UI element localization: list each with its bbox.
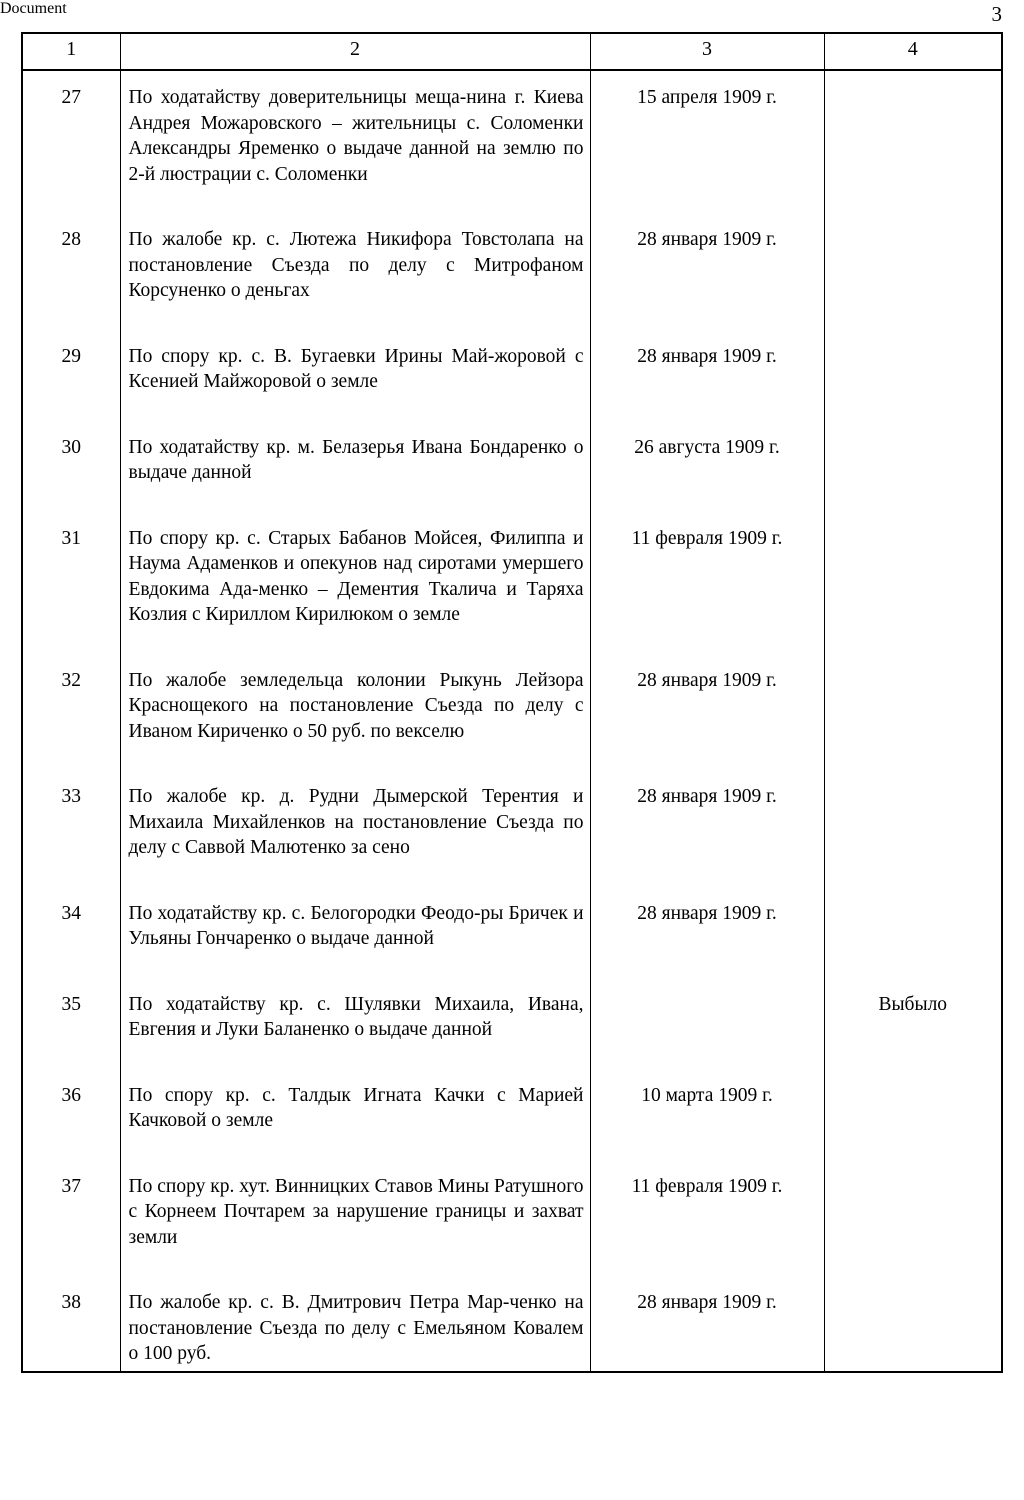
row-spacer-cell [120, 395, 590, 421]
table-row [22, 1276, 1002, 1367]
case-description-cell: По спору кр. с. В. Бугаевки Ирины Май-жоровой с Ксенией Майжоровой о земле [120, 330, 590, 395]
row-spacer-cell [120, 861, 590, 887]
note-cell: Выбыло [824, 978, 1002, 1043]
row-spacer-cell [120, 304, 590, 330]
note-cell [824, 887, 1002, 952]
note-cell [824, 70, 1002, 187]
row-spacer-cell [22, 1367, 120, 1372]
row-spacer-cell [590, 187, 824, 213]
table-row [22, 1160, 1002, 1251]
row-spacer-cell [824, 952, 1002, 978]
row-spacer [22, 486, 1002, 512]
note-cell [824, 1160, 1002, 1251]
table-body [22, 70, 1002, 1372]
row-spacer [22, 187, 1002, 213]
decision-date-cell: 28 января 1909 г. [590, 654, 824, 745]
table-row [22, 512, 1002, 628]
row-number-cell: 35 [22, 978, 120, 1043]
row-spacer-cell [120, 486, 590, 512]
decision-date-cell: 28 января 1909 г. [590, 887, 824, 952]
case-description-cell: По спору кр. хут. Винницких Ставов Мины Ратушного с Корнеем Почтарем за нарушение границы и захват земли [120, 1160, 590, 1251]
row-number-cell: 37 [22, 1160, 120, 1251]
case-description-cell: По ходатайству кр. с. Белогородки Феодо-ры Бричек и Ульяны Гончаренко о выдаче данной [120, 887, 590, 952]
row-number-cell: 30 [22, 421, 120, 486]
row-spacer-cell [824, 628, 1002, 654]
row-spacer-cell [824, 395, 1002, 421]
note-cell [824, 512, 1002, 628]
row-number-cell: 33 [22, 770, 120, 861]
table-row [22, 330, 1002, 395]
decision-date-cell: 28 января 1909 г. [590, 1276, 824, 1367]
case-description-cell: По жалобе кр. с. Лютежа Никифора Товстолапа на постановление Съезда по делу с Митрофаном Корсуненко о деньгах [120, 213, 590, 304]
row-spacer-cell [22, 1250, 120, 1276]
row-spacer-cell [824, 1367, 1002, 1372]
row-spacer-cell [22, 395, 120, 421]
row-spacer [22, 861, 1002, 887]
decision-date-cell: 28 января 1909 г. [590, 213, 824, 304]
row-spacer-cell [22, 1134, 120, 1160]
row-spacer-cell [590, 486, 824, 512]
row-number-cell: 36 [22, 1069, 120, 1134]
decision-date-cell: 10 марта 1909 г. [590, 1069, 824, 1134]
row-spacer-cell [824, 861, 1002, 887]
row-spacer-cell [590, 1250, 824, 1276]
row-spacer [22, 1134, 1002, 1160]
note-cell [824, 330, 1002, 395]
table-row [22, 421, 1002, 486]
row-spacer-cell [22, 187, 120, 213]
table-header [22, 33, 1002, 70]
note-cell [824, 1069, 1002, 1134]
case-description-cell: По ходатайству доверительницы меща-нина г. Киева Андрея Можаровского – жительницы с. Соломенки Александры Яременко о выдаче данной на землю по 2-й люстрации с. Соломенки [120, 70, 590, 187]
table-row [22, 654, 1002, 745]
row-spacer-cell [120, 1367, 590, 1372]
row-spacer-cell [22, 744, 120, 770]
row-spacer-cell [590, 395, 824, 421]
row-spacer [22, 744, 1002, 770]
row-spacer-cell [120, 628, 590, 654]
row-spacer-cell [120, 1250, 590, 1276]
row-spacer-cell [22, 486, 120, 512]
case-description-cell: По ходатайству кр. с. Шулявки Михаила, Ивана, Евгения и Луки Баланенко о выдаче данной [120, 978, 590, 1043]
row-spacer-cell [590, 304, 824, 330]
row-spacer-cell [590, 861, 824, 887]
row-spacer [22, 628, 1002, 654]
row-spacer-cell [590, 1134, 824, 1160]
column-header-2: 2 [120, 33, 590, 70]
case-description-cell: По ходатайству кр. м. Белазерья Ивана Бондаренко о выдаче данной [120, 421, 590, 486]
decision-date-cell: 28 января 1909 г. [590, 330, 824, 395]
note-cell [824, 654, 1002, 745]
table-row [22, 213, 1002, 304]
case-description-cell: По спору кр. с. Талдык Игната Качки с Марией Качковой о земле [120, 1069, 590, 1134]
page-number: 3 [991, 2, 1002, 26]
row-spacer-cell [120, 952, 590, 978]
row-spacer-cell [22, 1043, 120, 1069]
row-spacer-cell [824, 744, 1002, 770]
row-spacer [22, 1250, 1002, 1276]
row-spacer-cell [590, 1367, 824, 1372]
row-number-cell: 34 [22, 887, 120, 952]
row-spacer-cell [824, 304, 1002, 330]
decision-date-cell: 11 февраля 1909 г. [590, 1160, 824, 1251]
decision-date-cell: 28 января 1909 г. [590, 770, 824, 861]
case-description-cell: По спору кр. с. Старых Бабанов Мойсея, Филиппа и Наума Адаменков и опекунов над сиротами умершего Евдокима Ада-менко – Дементия Ткалича и Таряха Козлия с Кириллом Кирилюком о земле [120, 512, 590, 628]
row-spacer-cell [824, 1134, 1002, 1160]
decision-date-cell: 11 февраля 1909 г. [590, 512, 824, 628]
row-spacer-cell [120, 1043, 590, 1069]
note-cell [824, 770, 1002, 861]
note-cell [824, 1276, 1002, 1367]
row-spacer-cell [120, 187, 590, 213]
case-description-cell: По жалобе земледельца колонии Рыкунь Лейзора Краснощекого на постановление Съезда по делу с Иваном Кириченко о 50 руб. по векселю [120, 654, 590, 745]
row-spacer [22, 1367, 1002, 1372]
table-header-row [22, 33, 1002, 70]
row-spacer [22, 1043, 1002, 1069]
note-cell [824, 213, 1002, 304]
row-spacer [22, 304, 1002, 330]
row-spacer-cell [590, 1043, 824, 1069]
table-row [22, 978, 1002, 1043]
row-spacer [22, 395, 1002, 421]
row-spacer-cell [590, 952, 824, 978]
row-spacer [22, 952, 1002, 978]
column-header-1: 1 [22, 33, 120, 70]
decision-date-cell: 26 августа 1909 г. [590, 421, 824, 486]
case-description-cell: По жалобе кр. д. Рудни Дымерской Терентия и Михаила Михайленков на постановление Съезда по делу с Саввой Малютенко за сено [120, 770, 590, 861]
row-spacer-cell [22, 861, 120, 887]
decision-date-cell: 15 апреля 1909 г. [590, 70, 824, 187]
row-spacer-cell [824, 1250, 1002, 1276]
row-number-cell: 31 [22, 512, 120, 628]
table-row [22, 1069, 1002, 1134]
row-spacer-cell [590, 628, 824, 654]
table-row [22, 770, 1002, 861]
row-spacer-cell [22, 628, 120, 654]
register-table [21, 32, 1003, 1373]
row-spacer-cell [120, 1134, 590, 1160]
column-header-3: 3 [590, 33, 824, 70]
row-spacer-cell [22, 952, 120, 978]
column-header-4: 4 [824, 33, 1002, 70]
row-number-cell: 27 [22, 70, 120, 187]
row-spacer-cell [120, 744, 590, 770]
row-spacer-cell [824, 187, 1002, 213]
row-number-cell: 28 [22, 213, 120, 304]
decision-date-cell [590, 978, 824, 1043]
table-row [22, 70, 1002, 187]
row-number-cell: 29 [22, 330, 120, 395]
table-row [22, 887, 1002, 952]
row-number-cell: 32 [22, 654, 120, 745]
row-spacer-cell [590, 744, 824, 770]
row-spacer-cell [824, 486, 1002, 512]
row-spacer-cell [824, 1043, 1002, 1069]
row-spacer-cell [22, 304, 120, 330]
case-description-cell: По жалобе кр. с. В. Дмитрович Петра Мар-ченко на постановление Съезда по делу с Емельяном Ковалем о 100 руб. [120, 1276, 590, 1367]
note-cell [824, 421, 1002, 486]
row-number-cell: 38 [22, 1276, 120, 1367]
